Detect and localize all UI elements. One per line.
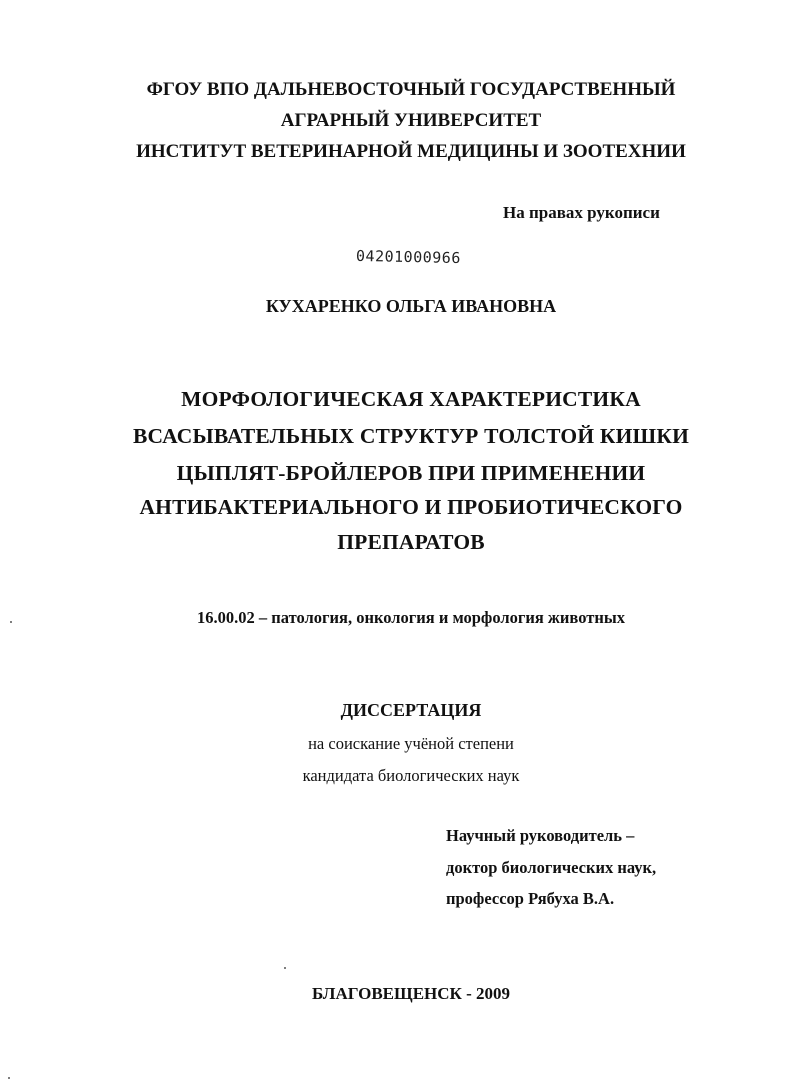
advisor-name: профессор Рябуха В.А. bbox=[446, 889, 615, 908]
degree-line-1: на соискание учёной степени bbox=[308, 734, 514, 753]
title-line-4: АНТИБАКТЕРИАЛЬНОГО И ПРОБИОТИЧЕСКОГО bbox=[139, 495, 683, 519]
author-name: КУХАРЕНКО ОЛЬГА ИВАНОВНА bbox=[265, 296, 557, 316]
scan-speck bbox=[10, 621, 12, 623]
title-line-5: ПРЕПАРАТОВ bbox=[337, 530, 485, 554]
scan-speck bbox=[284, 967, 286, 969]
advisor-degree: доктор биологических наук, bbox=[446, 858, 657, 877]
scan-speck bbox=[8, 1077, 10, 1079]
institution-line-1: ФГОУ ВПО ДАЛЬНЕВОСТОЧНЫЙ ГОСУДАРСТВЕННЫЙ bbox=[146, 79, 676, 100]
title-line-1: МОРФОЛОГИЧЕСКАЯ ХАРАКТЕРИСТИКА bbox=[181, 387, 641, 411]
dissertation-type: ДИССЕРТАЦИЯ bbox=[340, 700, 482, 720]
degree-line-2: кандидата биологических наук bbox=[302, 766, 520, 785]
institution-line-2: АГРАРНЫЙ УНИВЕРСИТЕТ bbox=[280, 110, 542, 131]
specialty-code: 16.00.02 – патология, онкология и морфология животных bbox=[197, 608, 625, 627]
manuscript-rights-note: На правах рукописи bbox=[503, 203, 660, 222]
city-year: БЛАГОВЕЩЕНСК - 2009 bbox=[311, 984, 511, 1003]
title-line-2: ВСАСЫВАТЕЛЬНЫХ СТРУКТУР ТОЛСТОЙ КИШКИ bbox=[132, 424, 690, 448]
registration-number: 04201000966 bbox=[355, 246, 462, 268]
institution-line-3: ИНСТИТУТ ВЕТЕРИНАРНОЙ МЕДИЦИНЫ И ЗООТЕХНИИ bbox=[136, 141, 686, 162]
advisor-role: Научный руководитель – bbox=[446, 826, 635, 845]
title-line-3: ЦЫПЛЯТ-БРОЙЛЕРОВ ПРИ ПРИМЕНЕНИИ bbox=[176, 461, 646, 485]
